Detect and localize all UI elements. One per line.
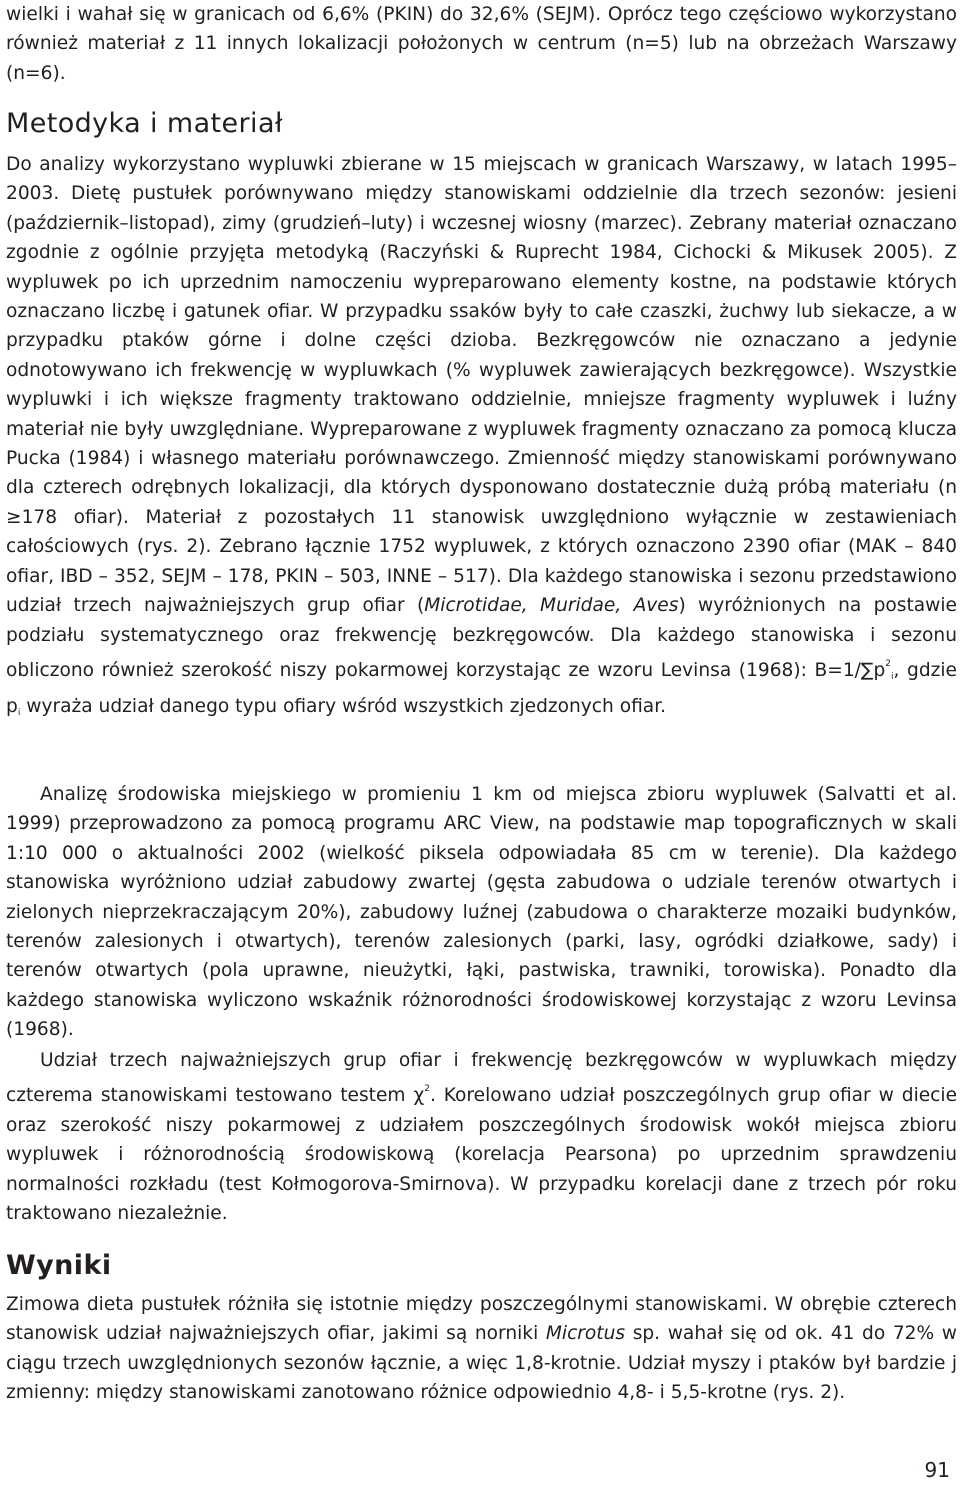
formula-superscript-2: 2: [885, 658, 891, 669]
results-paragraph-1: [6, 1290, 957, 1408]
methods-paragraph-2: Analizę środowiska miejskiego w promieniu 1 km od miejsca zbioru wypluwek (Salvatti et al. 1999) przeprowadzono za pomocą programu ARC View, na podstawie map topograficznych w skali 1:10 000 o aktualności 2002 (wielkość piksela odpowiadała 85 cm w terenie). Dla każdego stanowiska wyróżniono udział zabudowy zwartej (gęsta zabudowa o udziale terenów otwartych i zielonych nieprzekraczającym 20%), zabudowy luźnej (zabudowa o charakterze mozaiki budynków, terenów zalesionych i otwartych), terenów zalesionych (parki, lasy, ogródki działkowe, sady) i terenów otwartych (pola uprawne, nieużytki, łąki, pastwiska, trawniki, torowiska). Ponadto dla każdego stanowiska wyliczono wskaźnik różnorodności środowiskowej korzystając z wzoru Levinsa (1968).: [6, 784, 957, 1041]
formula-subscript-i-2: i: [17, 708, 21, 719]
methods-p1-text-4: wyraża udział danego typu ofiary wśród wszystkich zjedzonych ofiar.: [20, 696, 667, 718]
methods-p3-text-2: . Korelowano udział poszczególnych grup ofiar w diecie oraz szerokość niszy pokarmowej z udziałem poszczególnych środowisk wokół miejsca zbioru wypluwek i różnorodnością środowiskową (korelacja Pearsona) po uprzednim sprawdzeniu normalności rozkładu (test Kołmogorova-Smirnova). W przypadku korelacji dane z trzech pór roku traktowano niezależnie.: [6, 1085, 958, 1225]
formula-subscript-i: i: [891, 671, 894, 682]
methods-p1-text-1: Do analizy wykorzystano wypluwki zbierane w 15 miejscach w granicach Warszawy, w latach 1995–2003. Dietę pustułek porównywano między stanowiskami oddzielnie dla trzech sezonów: jesieni (październik–listopad), zimy (grudzień–luty) i wczesnej wiosny (marzec). Zebrany materiał oznaczano zgodnie z ogólnie przyjęta metodyką (Raczyński & Ruprecht 1984, Cichocki & Mikusek 2005). Z wypluwek po ich uprzednim namoczeniu wypreparowano elementy kostne, na podstawie których oznaczano liczbę i gatunek ofiar. W przypadku ssaków były to całe czaszki, żuchwy lub siekacze, a w przypadku ptaków górne i dolne części dzioba. Bezkręgowców nie oznaczano a jedynie odnotowywano ich frekwencję w wypluwkach (% wypluwek zawierających bezkręgowce). Wszystkie wypluwki i ich większe fragmenty traktowano oddzielnie, mniejsze fragmenty wypluwek i luźny materiał nie były uwzględniane. Wypreparowane z wypluwek fragmenty oznaczano za pomocą klucza Pucka (1984) i własnego materiału porównawczego. Zmienność między stanowiskami porównywano dla czterech odrębnych lokalizacji, dla których dysponowano dostatecznie dużą próbą materiału (n ≥178 ofiar). Materiał z pozostałych 11 stanowisk uwzględniono wyłącznie w zestawieniach całościowych (rys. 2). Zebrano łącznie 1752 wypluwek, z których oznaczono 2390 ofiar (MAK – 840 ofiar, IBD – 352, SEJM – 178, PKIN – 503, INNE – 517). Dla każdego stanowiska i sezonu przedstawiono udział trzech najważniejszych grup ofiar (: [6, 154, 957, 617]
methods-p1-text-3: , gdzie p: [6, 659, 957, 718]
page-number: 91: [924, 1458, 950, 1482]
results-p1-text-1: Zimowa dieta pustułek różniła się istotnie między poszczególnymi stanowiskami. W obrębie czterech stanowisk udział najważniejszych ofiar, jakimi są norniki: [6, 1294, 957, 1345]
methods-p1-taxa: Microtidae, Muridae, Aves: [424, 595, 679, 617]
section-heading-results: Wyniki: [6, 1250, 112, 1281]
results-p1-genus: Microtus: [545, 1323, 626, 1345]
chi-square-superscript: 2: [424, 1084, 430, 1095]
results-p1-text-2: sp. wahał się od ok. 41 do 72% w ciągu trzech uwzględnionych sezonów łącznie, a więc 1,8-krotnie. Udział myszy i ptaków był bardzie j zmienny: między stanowiskami zanotowano różnice odpowiednio 4,8- i 5,5-krotne (rys. 2).: [6, 1323, 957, 1404]
methods-p1-text-2: ) wyróżnionych na postawie podziału systematycznego oraz frekwencję bezkręgowców. Dla każdego stanowiska i sezonu obliczono również szerokość niszy pokarmowej korzystając ze wzoru Levinsa (1968): B=1/∑p: [6, 595, 957, 681]
methods-p3-text-1: Udział trzech najważniejszych grup ofiar i frekwencję bezkręgowców w wypluwkach między czterema stanowiskami testowano testem χ: [6, 1050, 957, 1107]
methods-paragraph-3: [6, 1046, 957, 1228]
intro-paragraph: wielki i wahał się w granicach od 6,6% (PKIN) do 32,6% (SEJM). Oprócz tego częściowo wykorzystano również materiał z 11 innych lokalizacji położonych w centrum (n=5) lub na obrzeżach Warszawy (n=6).: [6, 4, 957, 84]
section-heading-methods: Metodyka i materiał: [6, 108, 283, 139]
methods-paragraph-1: [6, 150, 957, 729]
